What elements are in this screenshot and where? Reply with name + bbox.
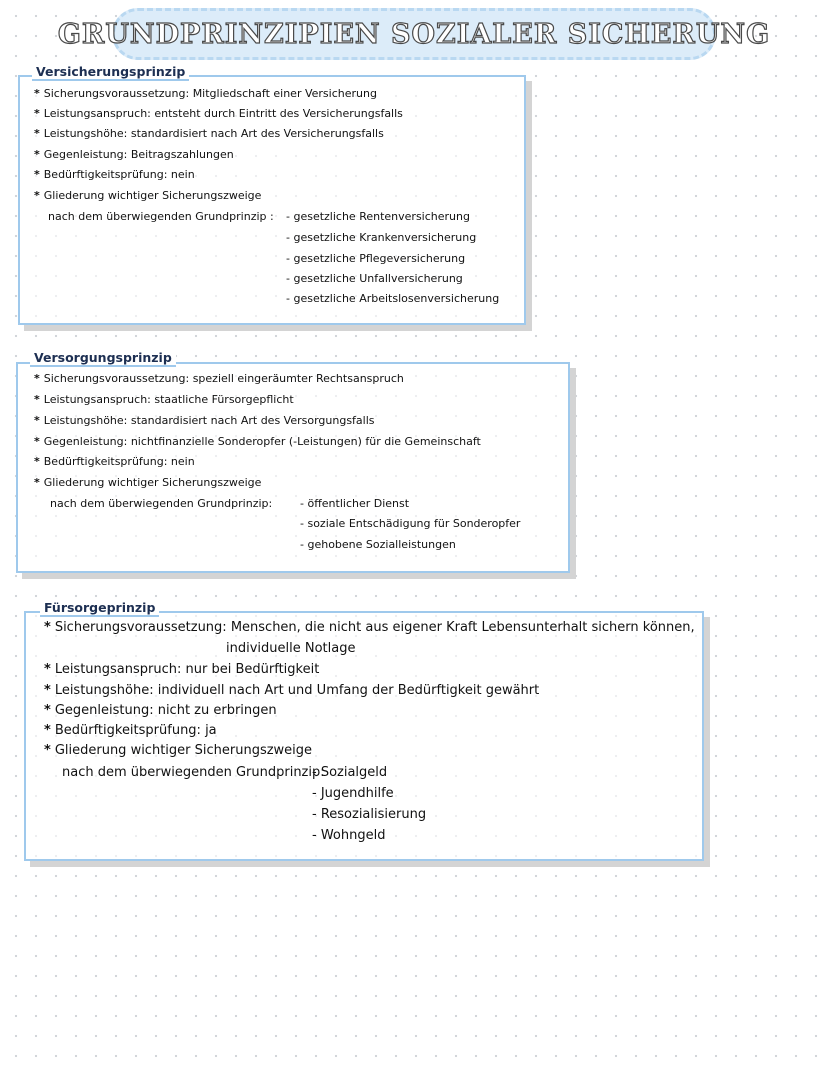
list-item: * Gegenleistung: Beitragszahlungen xyxy=(34,148,234,161)
section-heading: Versicherungsprinzip xyxy=(32,64,189,81)
page-title: GRUNDPRINZIPIEN SOZIALER SICHERUNG xyxy=(57,18,771,50)
branch-item: - gehobene Sozialleistungen xyxy=(300,538,456,551)
list-item: * Gliederung wichtiger Sicherungszweige xyxy=(34,189,262,202)
asterisk-icon: * xyxy=(44,620,51,635)
list-item: * Gegenleistung: nicht zu erbringen xyxy=(44,703,277,718)
branch-intro: nach dem überwiegenden Grundprinzip: xyxy=(62,765,325,780)
branch-item: - Wohngeld xyxy=(312,828,386,843)
list-item-continuation: individuelle Notlage xyxy=(226,641,356,656)
list-item: * Leistungshöhe: standardisiert nach Art des Versorgungsfalls xyxy=(34,414,375,427)
asterisk-icon: * xyxy=(34,435,40,448)
asterisk-icon: * xyxy=(34,372,40,385)
branch-intro: nach dem überwiegenden Grundprinzip : xyxy=(48,210,274,223)
list-item: * Gliederung wichtiger Sicherungszweige xyxy=(34,476,262,489)
asterisk-icon: * xyxy=(34,476,40,489)
asterisk-icon: * xyxy=(34,189,40,202)
title-banner xyxy=(57,8,771,60)
asterisk-icon: * xyxy=(34,87,40,100)
asterisk-icon: * xyxy=(34,455,40,468)
list-item: * Leistungshöhe: standardisiert nach Art des Versicherungsfalls xyxy=(34,127,384,140)
branch-item: - soziale Entschädigung für Sonderopfer xyxy=(300,517,521,530)
asterisk-icon: * xyxy=(44,703,51,718)
asterisk-icon: * xyxy=(34,414,40,427)
asterisk-icon: * xyxy=(34,393,40,406)
asterisk-icon: * xyxy=(34,127,40,140)
list-item: * Sicherungsvoraussetzung: Menschen, die nicht aus eigener Kraft Lebensunterhalt sichern können, xyxy=(44,620,695,635)
list-item: * Bedürftigkeitsprüfung: nein xyxy=(34,168,195,181)
asterisk-icon: * xyxy=(44,723,51,738)
branch-intro: nach dem überwiegenden Grundprinzip: xyxy=(50,497,273,510)
list-item: * Bedürftigkeitsprüfung: ja xyxy=(44,723,217,738)
asterisk-icon: * xyxy=(44,743,51,758)
branch-item: - Resozialisierung xyxy=(312,807,427,822)
asterisk-icon: * xyxy=(44,662,51,677)
branch-item: - gesetzliche Rentenversicherung xyxy=(286,210,470,223)
list-item: * Leistungsanspruch: staatliche Fürsorgepflicht xyxy=(34,393,294,406)
asterisk-icon: * xyxy=(34,107,40,120)
asterisk-icon: * xyxy=(34,168,40,181)
list-item: * Leistungshöhe: individuell nach Art und Umfang der Bedürftigkeit gewährt xyxy=(44,683,540,698)
branch-item: - gesetzliche Arbeitslosenversicherung xyxy=(286,292,500,305)
section-heading: Versorgungsprinzip xyxy=(30,350,176,367)
section-heading: Fürsorgeprinzip xyxy=(40,600,159,617)
branch-item: - Jugendhilfe xyxy=(312,786,394,801)
branch-item: - öffentlicher Dienst xyxy=(300,497,410,510)
asterisk-icon: * xyxy=(34,148,40,161)
branch-item: - gesetzliche Pflegeversicherung xyxy=(286,252,466,265)
branch-item: - gesetzliche Unfallversicherung xyxy=(286,272,463,285)
list-item: * Leistungsanspruch: entsteht durch Eintritt des Versicherungsfalls xyxy=(34,107,403,120)
asterisk-icon: * xyxy=(44,683,51,698)
list-item: * Bedürftigkeitsprüfung: nein xyxy=(34,455,195,468)
branch-item: - Sozialgeld xyxy=(312,765,388,780)
list-item: * Gliederung wichtiger Sicherungszweige xyxy=(44,743,313,758)
list-item: * Sicherungsvoraussetzung: Mitgliedschaft einer Versicherung xyxy=(34,87,377,100)
branch-item: - gesetzliche Krankenversicherung xyxy=(286,231,477,244)
list-item: * Leistungsanspruch: nur bei Bedürftigkeit xyxy=(44,662,320,677)
list-item: * Gegenleistung: nichtfinanzielle Sonderopfer (-Leistungen) für die Gemeinschaft xyxy=(34,435,481,448)
list-item: * Sicherungsvoraussetzung: speziell eingeräumter Rechtsanspruch xyxy=(34,372,404,385)
